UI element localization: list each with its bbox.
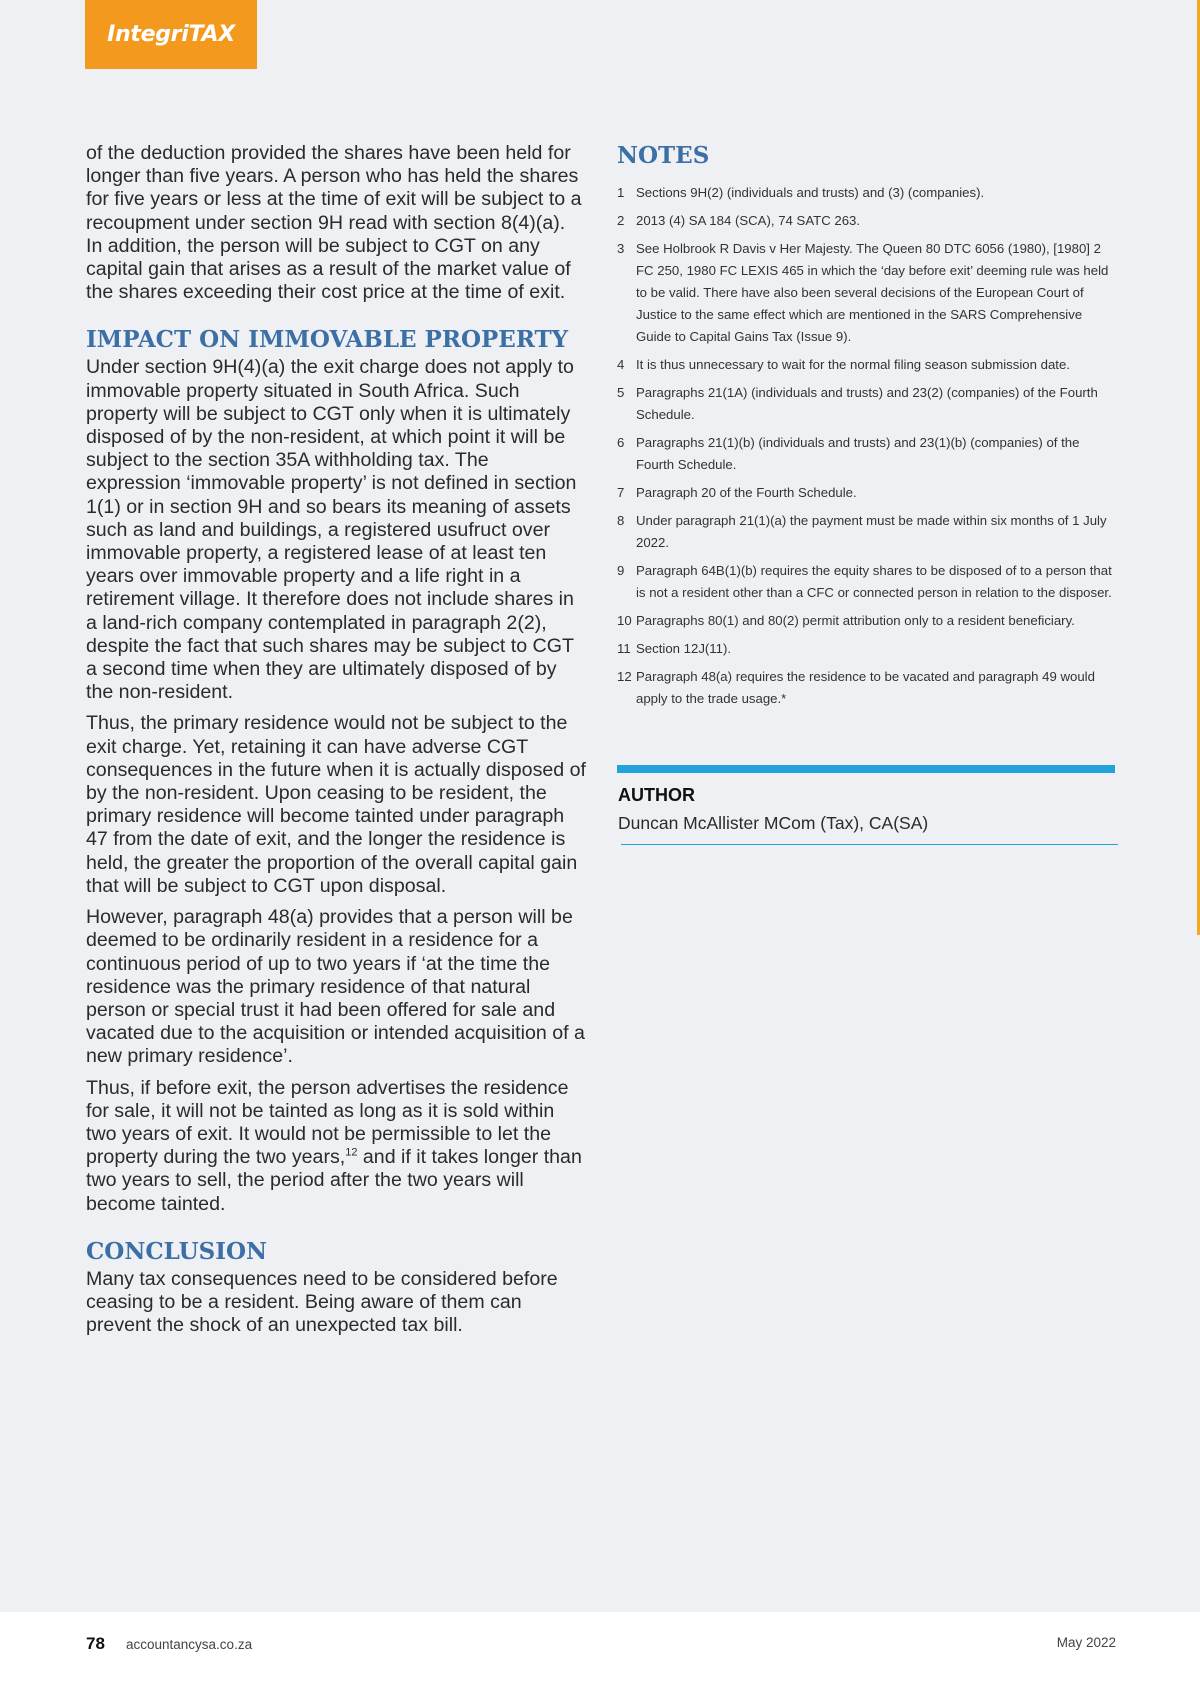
note-item bbox=[617, 432, 1117, 476]
page-footer bbox=[0, 1612, 1200, 1696]
note-number: 9 bbox=[617, 563, 625, 578]
note-item bbox=[617, 182, 1117, 204]
note-number: 4 bbox=[617, 357, 625, 372]
notes-heading: NOTES bbox=[617, 142, 710, 169]
note-number: 11 bbox=[617, 641, 631, 656]
note-number: 6 bbox=[617, 435, 625, 450]
footnote-ref-12: 12 bbox=[345, 1146, 358, 1159]
note-item bbox=[617, 238, 1117, 348]
note-number: 5 bbox=[617, 385, 625, 400]
website-link: accountancysa.co.za bbox=[126, 1637, 253, 1652]
note-item bbox=[617, 482, 1117, 504]
article-paragraph: However, paragraph 48(a) provides that a person will be deemed to be ordinarily resident in a residence for a continuous period of up to two years if ‘at the time the residence was the primary residence of that natural person or special trust it had been offered for sale and vacated due to the acquisition or intended acquisition of a new primary residence’. bbox=[86, 906, 585, 1068]
note-number: 7 bbox=[617, 485, 625, 500]
note-number: 3 bbox=[617, 241, 625, 256]
note-number: 2 bbox=[617, 213, 625, 228]
note-text: It is thus unnecessary to wait for the normal filing season submission date. bbox=[636, 357, 1070, 372]
note-item bbox=[617, 510, 1117, 554]
note-text: Paragraphs 21(1)(b) (individuals and trusts) and 23(1)(b) (companies) of the Fourth Schedule. bbox=[636, 435, 1080, 472]
note-item bbox=[617, 638, 1117, 660]
note-text: 2013 (4) SA 184 (SCA), 74 SATC 263. bbox=[636, 213, 861, 228]
note-number: 10 bbox=[617, 613, 632, 628]
note-item bbox=[617, 666, 1117, 710]
page-number: 78 bbox=[86, 1634, 105, 1653]
section-heading-immovable-property: IMPACT ON IMMOVABLE PROPERTY bbox=[86, 326, 569, 354]
paragraph-text: and if it takes longer than two years to sell, the period after the two years will become tainted. bbox=[86, 1146, 582, 1215]
note-number: 12 bbox=[617, 669, 632, 684]
author-underline bbox=[621, 844, 1118, 845]
notes-list bbox=[617, 182, 1117, 710]
note-item bbox=[617, 560, 1117, 604]
author-divider-bar bbox=[617, 765, 1115, 773]
notes-column bbox=[617, 142, 1117, 716]
issue-date: May 2022 bbox=[1056, 1635, 1116, 1650]
author-heading: AUTHOR bbox=[618, 785, 695, 805]
article-paragraph: Thus, the primary residence would not be subject to the exit charge. Yet, retaining it can have adverse CGT consequences in the future when it is actually disposed of by the non-resident. Upon ceasing to be resident, the primary residence will become tainted under paragraph 47 from the date of exit, and the longer the residence is held, the greater the proportion of the overall capital gain that will be subject to CGT upon disposal. bbox=[86, 712, 586, 897]
article-paragraph bbox=[86, 1077, 586, 1216]
note-item bbox=[617, 382, 1117, 426]
article-paragraph: Under section 9H(4)(a) the exit charge does not apply to immovable property situated in South Africa. Such property will be subject to CGT only when it is ultimately disposed of by the non-resident, at which point it will be subject to the section 35A withholding tax. The expression ‘immovable property’ is not defined in section 1(1) or in section 9H and so bears its meaning of assets such as land and buildings, a registered usufruct over immovable property, a registered lease of at least ten years over immovable property and a life right in a retirement village. It therefore does not include shares in a land-rich company contemplated in paragraph 2(2), despite the fact that such shares may be subject to CGT a second time when they are ultimately disposed of by the non-resident. bbox=[86, 356, 577, 704]
article-column bbox=[86, 142, 586, 1345]
note-text: Paragraph 20 of the Fourth Schedule. bbox=[636, 485, 857, 500]
integritax-logo bbox=[85, 0, 257, 69]
article-paragraph: of the deduction provided the shares have been held for longer than five years. A person who has held the shares for five years or less at the time of exit will be subject to a recoupment under section 9H read with section 8(4)(a). In addition, the person will be subject to CGT on any capital gain that arises as a result of the market value of the shares exceeding their cost price at the time of exit. bbox=[86, 142, 582, 304]
note-item bbox=[617, 610, 1117, 632]
note-text: Under paragraph 21(1)(a) the payment must be made within six months of 1 July 2022. bbox=[636, 513, 1107, 550]
note-text: Paragraph 48(a) requires the residence to be vacated and paragraph 49 would apply to the trade usage.* bbox=[636, 669, 1095, 706]
note-item bbox=[617, 354, 1117, 376]
note-text: Sections 9H(2) (individuals and trusts) and (3) (companies). bbox=[636, 185, 985, 200]
paragraph-text: Thus, if before exit, the person advertises the residence for sale, it will not be tainted as long as it is sold within two years of exit. It would not be permissible to let the property during the two years, bbox=[86, 1076, 569, 1169]
note-text: Paragraphs 21(1A) (individuals and trusts) and 23(2) (companies) of the Fourth Schedule. bbox=[636, 385, 1098, 422]
conclusion-paragraph: Many tax consequences need to be considered before ceasing to be a resident. Being aware of them can prevent the shock of an unexpected tax bill. bbox=[86, 1267, 558, 1337]
logo-text: IntegriTAX bbox=[107, 22, 235, 47]
note-text: Section 12J(11). bbox=[636, 641, 732, 656]
author-name: Duncan McAllister MCom (Tax), CA(SA) bbox=[618, 813, 929, 833]
section-heading-conclusion: CONCLUSION bbox=[86, 1237, 268, 1265]
note-item bbox=[617, 210, 1117, 232]
note-text: Paragraph 64B(1)(b) requires the equity shares to be disposed of to a person that is not a resident other than a CFC or connected person in relation to the disposer. bbox=[636, 563, 1112, 600]
note-text: See Holbrook R Davis v Her Majesty. The Queen 80 DTC 6056 (1980), [1980] 2 FC 250, 1980 FC LEXIS 465 in which the ‘day before exit’ deeming rule was held to be valid. There have also been several decisions of the European Court of Justice to the same effect which are mentioned in the SARS Comprehensive Guide to Capital Gains Tax (Issue 9). bbox=[636, 241, 1109, 344]
note-number: 8 bbox=[617, 513, 625, 528]
note-text: Paragraphs 80(1) and 80(2) permit attribution only to a resident beneficiary. bbox=[636, 613, 1075, 628]
note-number: 1 bbox=[617, 185, 625, 200]
